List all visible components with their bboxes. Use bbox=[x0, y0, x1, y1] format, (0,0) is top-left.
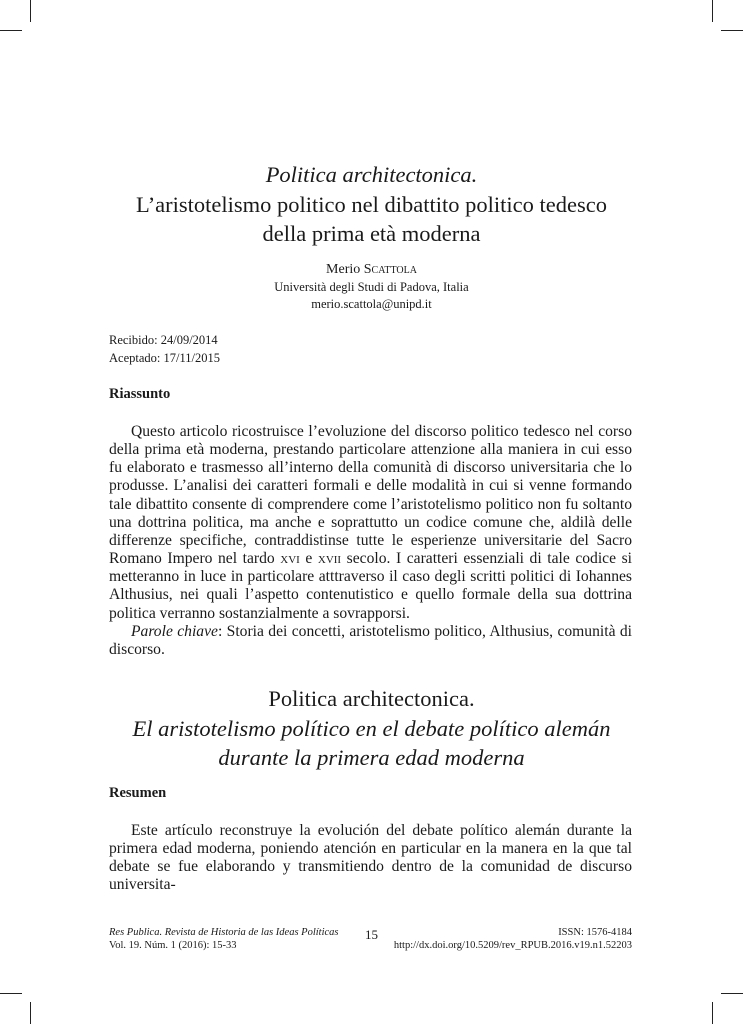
author-first-name: Merio bbox=[326, 262, 361, 277]
abstract-paragraph-es: Este artículo reconstruye la evolución del debate político alemán durante la primera edad moderna, poniendo atención en particular en la manera en la que tal debate se fue elaborando y transmitiendo dentro de la comunidad de discurso universita- bbox=[109, 822, 632, 894]
abstract-body-it bbox=[109, 423, 632, 659]
date-accepted: Aceptado: 17/11/2015 bbox=[109, 351, 220, 365]
crop-mark-bottom-left-horizontal bbox=[0, 993, 22, 994]
title-line-3: della prima età moderna bbox=[262, 221, 481, 246]
keywords-list: : Storia dei concetti, aristotelismo politico, Althusius, comunità di discorso. bbox=[109, 622, 633, 658]
crop-mark-top-left-horizontal bbox=[0, 30, 22, 31]
title-line-1: Politica architectonica. bbox=[265, 162, 478, 187]
crop-mark-bottom-right-horizontal bbox=[721, 993, 743, 994]
title-es-line-1: Politica architectonica. bbox=[268, 686, 475, 711]
article-title-es bbox=[0, 684, 743, 773]
doi-link[interactable]: http://dx.doi.org/10.5209/rev_RPUB.2016.v19.n1.52203 bbox=[393, 940, 632, 951]
abstract-heading-it: Riassunto bbox=[109, 386, 171, 402]
keywords-paragraph bbox=[109, 623, 632, 659]
author-email[interactable]: merio.scattola@unipd.it bbox=[311, 297, 432, 311]
title-es-line-3: durante la primera edad moderna bbox=[218, 745, 525, 770]
abstract-heading-es: Resumen bbox=[109, 785, 167, 801]
crop-mark-top-right-horizontal bbox=[721, 30, 743, 31]
keywords-label: Parole chiave bbox=[131, 622, 218, 640]
abstract-body-es bbox=[109, 822, 632, 895]
author-last-name: Scattola bbox=[363, 262, 417, 277]
title-es-line-2: El aristotelismo político en el debate político alemán bbox=[132, 715, 611, 741]
author-name bbox=[0, 260, 743, 279]
abstract-text-b: secolo. I caratteri essenziali di tale codice si metteranno in luce in particolare atttraverso il caso degli scritti politici di Iohannes Althusius, nei quali l’aspetto contenutistico e quello formale della sua dottrina politica verranno sostanzialmente a sovrapporsi. bbox=[109, 550, 632, 622]
century-xvi: xvi bbox=[280, 550, 300, 568]
century-xvii: xvii bbox=[317, 550, 342, 568]
issn: ISSN: 1576-4184 bbox=[558, 927, 632, 938]
author-affiliation: Università degli Studi di Padova, Italia bbox=[274, 280, 469, 294]
title-line-2: L’aristotelismo politico nel dibattito politico tedesco bbox=[136, 191, 607, 217]
page-number: 15 bbox=[365, 927, 378, 942]
crop-mark-bottom-right-vertical bbox=[712, 1002, 713, 1024]
article-title bbox=[0, 160, 743, 249]
footer-right bbox=[394, 926, 632, 952]
abstract-text-conj: e bbox=[299, 550, 318, 568]
date-received: Recibido: 24/09/2014 bbox=[109, 333, 218, 347]
crop-mark-bottom-left-vertical bbox=[30, 1002, 31, 1024]
abstract-paragraph-it bbox=[109, 423, 632, 623]
abstract-text-a: Questo articolo ricostruisce l’evoluzione del discorso politico tedesco nel corso della prima età moderna, prestando particolare attenzione alla maniera in cui esso fu elaborato e trasmesso all’interno della comunità di discorso universitaria che lo produsse. L’analisi dei caratteri formali e delle modalità in cui si venne formando tale dibattito consente di comprendere come l’aristotelismo politico non fu soltanto una dottrina politica, ma anche e soprattutto un codice comune che, aldilà delle differenze specifiche, contraddistinse tutte le esperienze universitarie del Sacro Romano Impero nel tardo bbox=[109, 423, 632, 568]
journal-name: Res Publica. Revista de Historia de las Ideas Políticas bbox=[109, 927, 339, 938]
crop-mark-top-right-vertical bbox=[712, 0, 713, 22]
crop-mark-top-left-vertical bbox=[30, 0, 31, 22]
journal-volume: Vol. 19. Núm. 1 (2016): 15-33 bbox=[109, 940, 237, 951]
